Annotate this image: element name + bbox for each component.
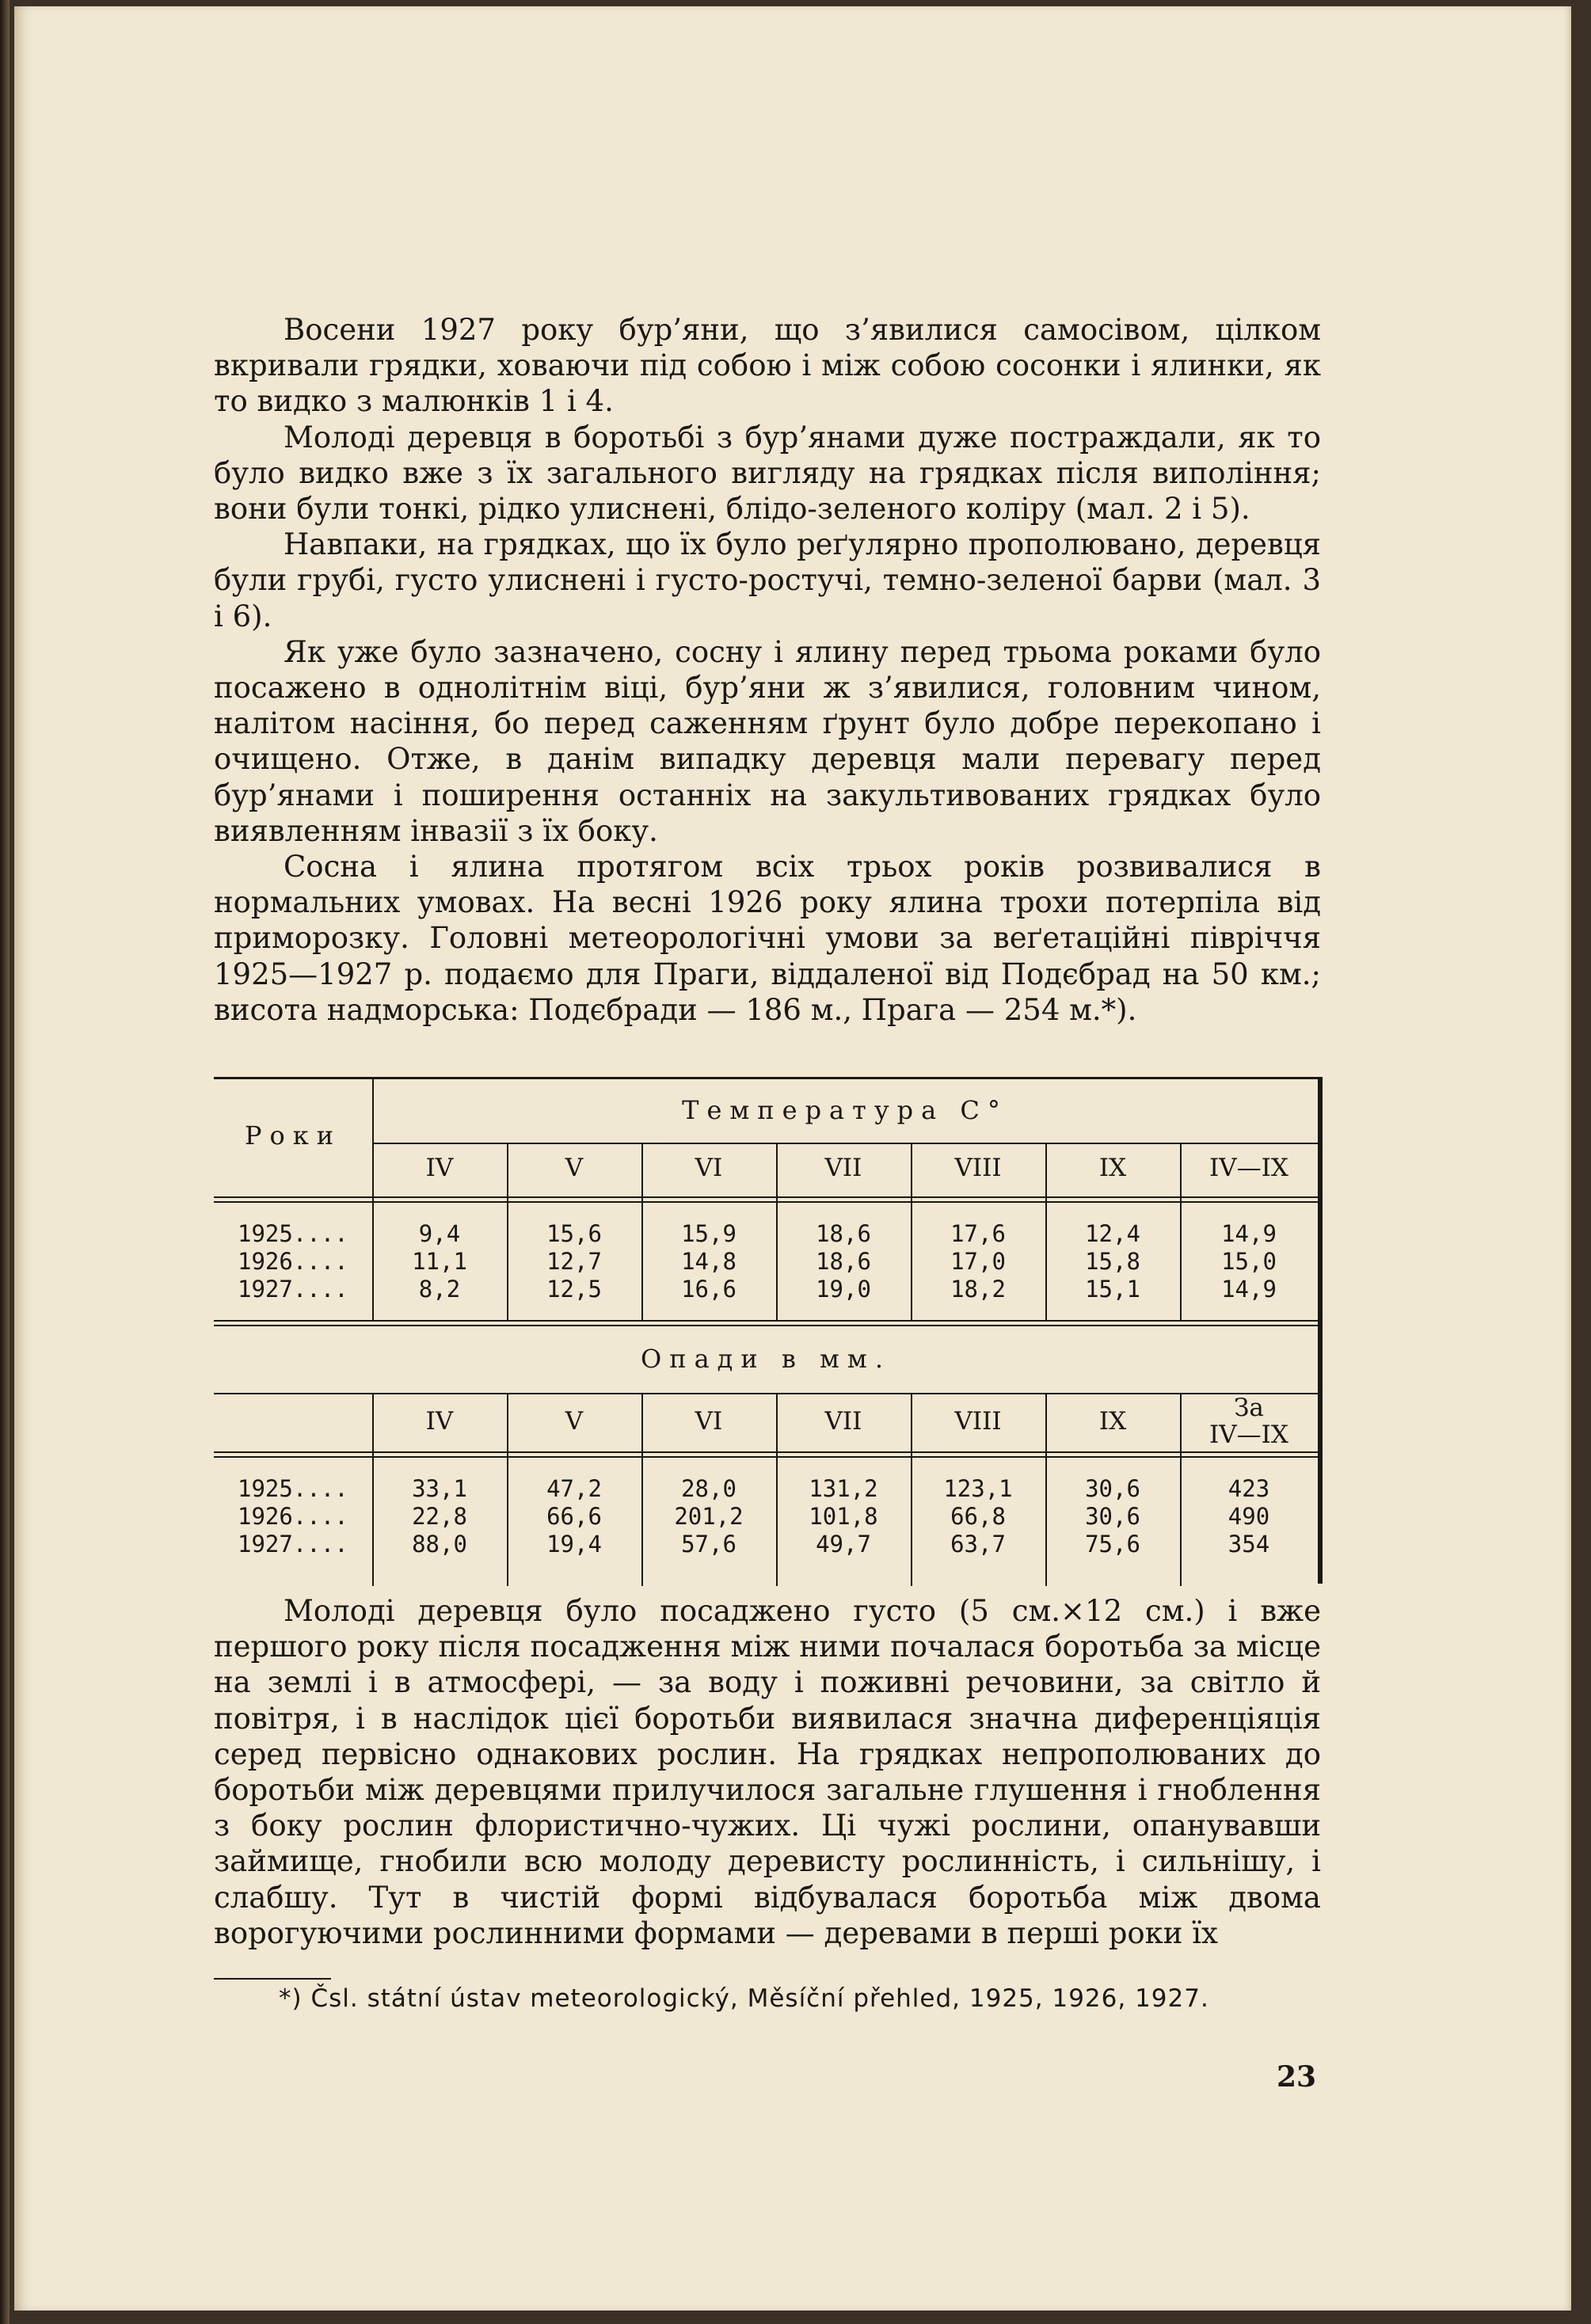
weather-table [214,1077,1323,1584]
precip-cell: 47,2 [546,1475,602,1502]
temp-cell: 14,8 [681,1248,737,1275]
month-header: V [565,1154,584,1182]
years-header: Роки [244,1120,342,1151]
precip-cell: 123,1 [943,1475,1013,1502]
year-label: 1926.... [238,1503,348,1530]
precip-cell: 63,7 [950,1531,1006,1558]
precip-cell: 131,2 [809,1475,878,1502]
month-header: VII [824,1407,862,1436]
year-label: 1927.... [238,1531,348,1558]
precip-cell: 28,0 [681,1475,737,1502]
total-header [1180,1394,1318,1448]
month-header: IX [1098,1407,1127,1436]
temp-cell: 18,6 [816,1220,871,1247]
precip-cell: 49,7 [816,1531,871,1558]
paragraph: Восени 1927 року бур’яни, що з’явилися самосівом, цілком вкривали грядки, ховаючи під собою і між собою сосонки і ялинки, як то видко з малюнків 1 і 4. [214,313,1321,419]
temp-cell: 18,6 [816,1248,871,1275]
year-label: 1927.... [238,1276,348,1303]
month-header: IX [1098,1154,1127,1182]
precip-cell: 19,4 [546,1531,602,1558]
month-header: V [565,1407,584,1436]
year-label: 1925.... [238,1220,348,1247]
temp-cell: 12,4 [1085,1220,1140,1247]
body-text-bottom [214,1593,1321,1951]
total-label-line: За [1234,1394,1264,1422]
temp-cell: 12,7 [546,1248,602,1275]
precip-cell: 101,8 [809,1503,878,1530]
temp-cell: 12,5 [546,1276,602,1303]
temp-cell: 16,6 [681,1276,737,1303]
precip-cell: 66,8 [950,1503,1006,1530]
year-column [238,1220,372,1303]
year-label: 1926.... [238,1248,348,1275]
temperature-header: Температура С° [682,1095,1008,1125]
paragraph: Молоді деревця було посаджено густо (5 см.×12 см.) і вже першого року після посадження між ними почалася боротьба за місце на землі і в атмосфері, — за воду і поживні речовини, за світло й повітря, і в наслідок цієї боротьби виявилася значна диференціяція серед первісно однакових рослин. На грядках непрополюваних до боротьби між деревцями прилучилося загальне глушення і гноблення з боку рослин флористично-чужих. Ці чужі рослини, опанувавши займище, гнобили всю молоду деревисту рослинність, і сильнішу, і слабшу. Тут в чистій формі відбувалася боротьба між двома ворогуючими рослинними формами — деревами в перші роки їх [214,1594,1321,1950]
month-header: IV [425,1154,454,1182]
month-header: VIII [954,1154,1002,1182]
book-page [14,6,1571,2311]
page-number: 23 [1277,2060,1317,2094]
temp-cell: 8,2 [418,1276,461,1303]
temp-cell: 15,8 [1085,1248,1140,1275]
total-label-line: IV—IX [1209,1421,1288,1449]
temp-cell: 19,0 [816,1276,871,1303]
month-header: IV [425,1407,454,1436]
year-column [238,1475,372,1558]
temp-cell: 17,6 [950,1220,1006,1247]
total-header: IV—IX [1209,1154,1288,1182]
precip-cell: 30,6 [1085,1475,1140,1502]
precip-cell: 354 [1228,1531,1270,1558]
precip-cell: 66,6 [546,1503,602,1530]
month-header: VII [824,1154,862,1182]
precip-cell: 30,6 [1085,1503,1140,1530]
paragraph: Як уже було зазначено, сосну і ялину перед трьома роками було посажено в однолітнім віці, бур’яни ж з’явилися, головним чином, налітом насіння, бо перед саженням ґрунт було добре перекопано і очищено. Отже, в данім випадку деревця мали перевагу перед бур’янами і поширення останніх на закультивованих грядках було виявленням інвазії з їх боку. [214,634,1321,848]
precip-cell: 22,8 [412,1503,467,1530]
temp-cell: 15,9 [681,1220,737,1247]
precip-cell: 75,6 [1085,1531,1140,1558]
book-spine-shadow [0,0,10,2324]
temp-cell: 15,0 [1221,1248,1277,1275]
footnote-rule [214,1978,331,1980]
month-header: VIII [954,1407,1002,1436]
temp-cell: 14,9 [1221,1276,1277,1303]
year-label: 1925.... [238,1475,348,1502]
paragraph: Сосна і ялина протягом всіх трьох років розвивалися в нормальних умовах. На весні 1926 року ялина трохи потерпіла від приморозку. Головні метеорологічні умови за веґетаційні півріччя 1925—1927 р. подаємо для Праги, віддаленої від Подєбрад на 50 км.; висота надморська: Подєбради — 186 м., Прага — 254 м.*). [214,850,1321,1027]
footnote: *) Čsl. státní ústav meteorologický, Měsíční přehled, 1925, 1926, 1927. [279,1984,1209,2013]
temp-cell: 18,2 [950,1276,1006,1303]
temp-cell: 15,6 [546,1220,602,1247]
temp-cell: 9,4 [418,1220,461,1247]
precip-cell: 88,0 [412,1531,467,1558]
precip-cell: 423 [1228,1475,1270,1502]
temp-cell: 15,1 [1085,1276,1140,1303]
temp-cell: 14,9 [1221,1220,1277,1247]
body-text-top [214,312,1321,1028]
precip-cell: 33,1 [412,1475,467,1502]
precip-cell: 201,2 [674,1503,744,1530]
precipitation-header: Опади в мм. [641,1344,891,1374]
temp-cell: 17,0 [950,1248,1006,1275]
temp-cell: 11,1 [412,1248,467,1275]
paragraph: Навпаки, на грядках, що їх було реґулярно прополювано, деревця були грубі, густо улиснені і густо-ростучі, темно-зеленої барви (мал. 3 і 6). [214,527,1321,633]
month-header: VI [695,1154,723,1182]
month-header: VI [695,1407,723,1436]
paragraph: Молоді деревця в боротьбі з бур’янами дуже постраждали, як то було видко вже з їх загального вигляду на грядках після випоління; вони були тонкі, рідко улиснені, блідо-зеленого коліру (мал. 2 і 5). [214,420,1321,527]
precip-cell: 490 [1228,1503,1270,1530]
precip-cell: 57,6 [681,1531,737,1558]
